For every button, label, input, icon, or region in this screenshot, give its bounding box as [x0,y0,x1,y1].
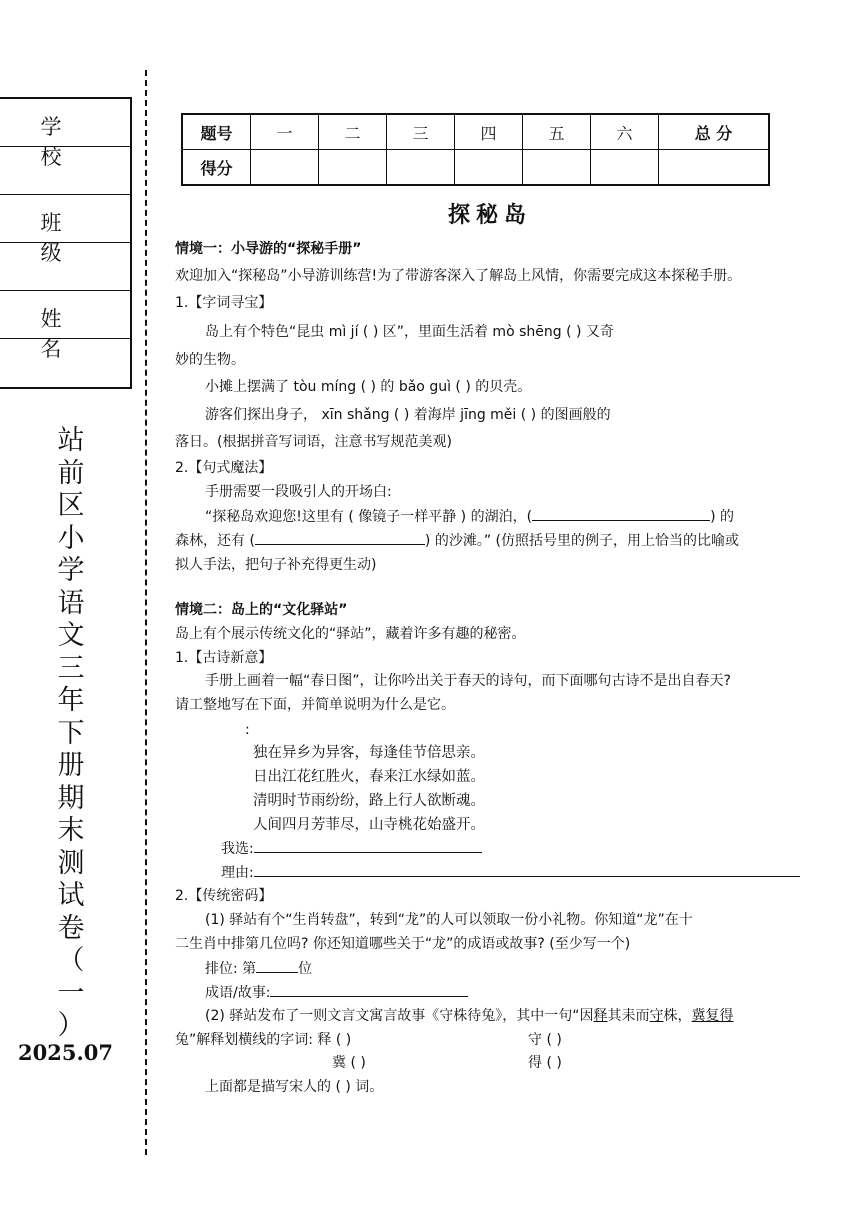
q2-title: 2.【句式魔法】 [175,460,273,476]
q3-line-b: 请工整地写在下面，并简单说明为什么是它。 [175,697,455,713]
title-char: 文 [57,620,85,651]
exam-date: 2025.07 [18,1040,113,1065]
q1-line-e: 落日。(根据拼音写词语，注意书写规范美观) [175,434,452,450]
score-table [181,113,770,186]
title-char: 语 [57,587,85,619]
title-char: ） [57,1010,85,1041]
poem-line: 独在异乡为异客，每逢佳节倍思亲。 [253,745,485,761]
title-char: 一 [57,977,85,1009]
header-cell: 题号 [182,114,251,150]
binding-dashed-line [145,70,147,1155]
q2-line-c-text: 森林，还有 ( [175,533,255,549]
title-char: 三 [57,652,85,684]
q1-line-d: 游客们探出身子， xīn shǎng ( ) 着海岸 jīng měi ( ) 的图画般的 [205,407,611,423]
header-cell: 一 [251,114,319,150]
title-char: 学 [57,555,85,586]
school-label-cell [0,99,130,169]
underlined-jifude: 冀复得 [691,1008,734,1024]
score-header-row [182,114,769,150]
section1-heading: 情境一：小导游的“探秘手册” [175,241,362,257]
title-char: 末 [57,815,85,846]
title-char: 测 [57,847,85,879]
rank-label: 排位: 第 [205,961,257,977]
q4-line-c-text3: 株， [663,1008,692,1024]
reason-row [221,862,800,883]
idiom-row [205,982,468,1003]
q4-ji-blank: 冀 ( ) [332,1055,366,1071]
vertical-exam-title [53,425,89,1043]
q4-line-c [205,1006,734,1026]
score-cell[interactable] [251,150,319,186]
q4-line-d-tu: 兔 [175,1032,189,1048]
title-char: 卷 [57,912,85,944]
title-char: 前 [57,457,85,489]
header-cell: 二 [319,114,387,150]
q2-line-b-text: “探秘岛欢迎您!这里有 ( 像镜子一样平静 ) 的湖泊，( [205,509,533,525]
q1-line-c: 小摊上摆满了 tòu míng ( ) 的 bǎo guì ( ) 的贝壳。 [205,379,532,395]
page-title: 探秘岛 [447,202,532,228]
q2-line-d: 拟人手法，把句子补充得更生动) [175,557,377,573]
q4-line-f: 上面都是描写宋人的 ( ) 词。 [205,1079,384,1095]
score-cell[interactable] [319,150,387,186]
q4-shou-blank: 守 ( ) [528,1032,562,1048]
q4-line-a: (1) 驿站有个“生肖转盘”，转到“龙”的人可以领取一份小礼物。你知道“龙”在十 [205,912,693,928]
section1-intro: 欢迎加入“探秘岛”小导游训练营!为了带游客深入了解岛上风情，你需要完成这本探秘手册。 [175,268,742,284]
q2-line-b [205,506,734,527]
q4-de-blank: 得 ( ) [528,1055,562,1071]
q3-title: 1.【古诗新意】 [175,650,273,666]
q1-line-a: 岛上有个特色“昆虫 mì jí ( ) 区”，里面生活着 mò shēng ( ) 又奇 [205,324,614,340]
choose-label: 我选: [221,841,254,857]
colon-mark: : [245,722,250,738]
score-value-row [182,150,769,186]
school-label: 学 校 [40,115,90,169]
name-field[interactable] [0,339,130,389]
q1-title: 1.【字词寻宝】 [175,295,273,311]
reason-label: 理由: [221,865,254,881]
score-cell[interactable] [387,150,455,186]
class-label: 班 级 [40,211,90,265]
section2-intro: 岛上有个展示传统文化的“驿站”，藏着许多有趣的秘密。 [175,626,526,642]
q4-line-c-text2: 其耒而 [607,1008,650,1024]
beach-blank[interactable] [255,530,425,545]
name-label-cell [0,291,130,361]
q1-line-b: 妙的生物。 [175,352,245,368]
title-char: 期 [57,782,85,814]
score-cell[interactable] [455,150,523,186]
name-label: 姓 名 [40,307,90,361]
q4-line-d-text: ”解释划横线的字词: 释 ( ) [189,1032,352,1048]
reason-blank[interactable] [254,862,800,877]
q4-line-c-text: (2) 驿站发布了一则文言文寓言故事《守株待兔》，其中一句“因 [205,1008,594,1024]
underlined-shi: 释 [593,1008,608,1024]
rank-blank[interactable] [256,958,298,973]
rank-suffix: 位 [298,961,313,977]
score-row-label: 得分 [182,150,251,186]
rank-row [205,958,312,979]
title-char: 小 [57,522,85,554]
title-char: 站 [57,425,85,456]
title-char: 试 [57,880,85,911]
title-char: 下 [57,717,85,749]
header-cell: 总 分 [659,114,770,150]
title-char: 区 [57,490,85,521]
poem-line: 日出江花红胜火，春来江水绿如蓝。 [253,769,485,785]
choose-row [221,838,482,859]
choose-blank[interactable] [254,838,482,853]
score-cell[interactable] [591,150,659,186]
q4-title: 2.【传统密码】 [175,888,273,904]
title-char: 册 [57,750,85,781]
score-cell[interactable] [523,150,591,186]
q2-line-c [175,530,739,551]
section2-heading: 情境二：岛上的“文化驿站” [175,602,348,618]
student-info-box [0,97,132,389]
q4-line-d [175,1030,351,1050]
q2-line-b-end: ) 的 [710,509,734,525]
q2-line-c-end: ) 的沙滩。” (仿照括号里的例子，用上恰当的比喻或 [424,533,739,549]
idiom-blank[interactable] [270,982,468,997]
school-field[interactable] [0,147,130,195]
underlined-shou: 守 [649,1008,664,1024]
forest-blank[interactable] [532,506,710,521]
poem-line: 人间四月芳菲尽，山寺桃花始盛开。 [253,817,485,833]
poem-line: 清明时节雨纷纷，路上行人欲断魂。 [253,793,485,809]
header-cell: 三 [387,114,455,150]
header-cell: 五 [523,114,591,150]
class-field[interactable] [0,243,130,291]
q2-line-a: 手册需要一段吸引人的开场白: [205,484,392,500]
title-char: （ [57,945,85,976]
header-cell: 六 [591,114,659,150]
score-cell[interactable] [659,150,770,186]
q4-line-b: 二生肖中排第几位吗? 你还知道哪些关于“龙”的成语或故事? (至少写一个) [175,936,631,952]
idiom-label: 成语/故事: [205,985,271,1001]
q3-line-a: 手册上画着一幅“春日图”，让你吟出关于春天的诗句，而下面哪句古诗不是出自春天? [205,673,731,689]
header-cell: 四 [455,114,523,150]
title-char: 年 [57,685,85,716]
